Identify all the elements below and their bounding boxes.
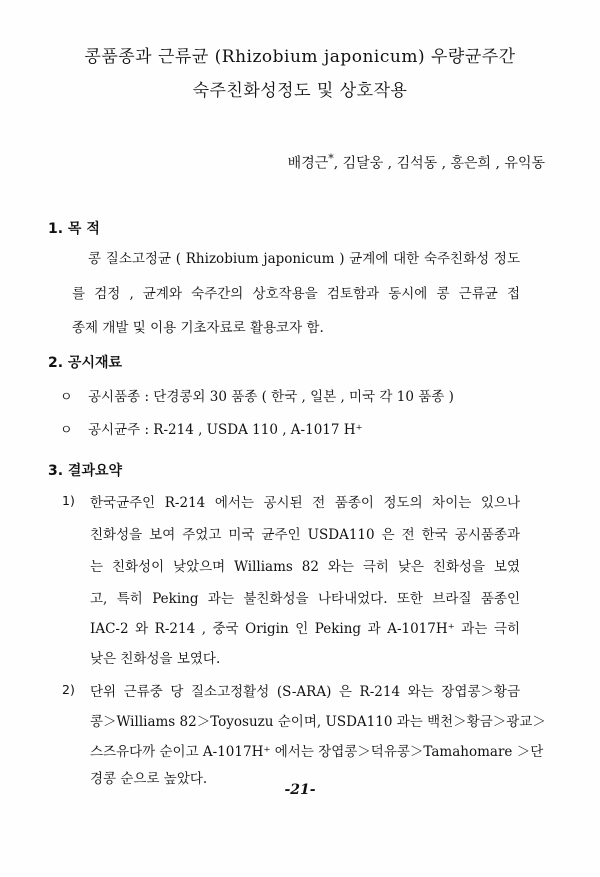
result-line: IAC-2 와 R-214 , 중국 Origin 인 Peking 과 A-1017H⁺ 과는 극히 <box>90 621 520 637</box>
result-number: 1) <box>62 493 75 508</box>
page-number: -21- <box>284 782 316 798</box>
material-item: 공시품종 : 단경콩외 30 품종 ( 한국 , 일본 , 미국 각 10 품종 ) <box>88 389 454 405</box>
section-heading-purpose: 1. 목 적 <box>48 221 100 237</box>
bullet-symbol: ㅇ <box>60 390 73 405</box>
result-line: 고, 특히 Peking 과는 불친화성을 나타내었다. 또한 브라질 품종인 <box>90 591 520 607</box>
result-number: 2) <box>62 682 75 697</box>
section-heading-results: 3. 결과요약 <box>48 463 123 479</box>
title-line-1: 콩품종과 근류균 (Rhizobium japonicum) 우량균주간 <box>84 47 516 67</box>
corresponding-mark: * <box>328 152 334 165</box>
purpose-line: 종제 개발 및 이용 기초자료로 활용코자 함. <box>72 320 324 336</box>
purpose-line: 를 검정 , 균계와 숙주간의 상호작용을 검토함과 동시에 콩 근류균 접 <box>72 286 520 302</box>
result-line: 경콩 순으로 높았다. <box>90 771 208 787</box>
result-line: 는 친화성이 낮았으며 Williams 82 와는 극히 낮은 친화성을 보였 <box>90 559 520 575</box>
result-line: 스즈유다까 순이고 A-1017H⁺ 에서는 장엽콩＞덕유콩＞Tamahomare ＞단 <box>90 744 544 760</box>
result-line: 한국균주인 R-214 에서는 공시된 전 품종이 정도의 차이는 있으나 <box>90 495 520 511</box>
title-line-2: 숙주친화성정도 및 상호작용 <box>192 81 408 101</box>
material-item: 공시균주 : R-214 , USDA 110 , A-1017 H⁺ <box>88 422 363 438</box>
result-line: 낮은 친화성을 보였다. <box>90 651 221 667</box>
author-list <box>288 152 545 173</box>
purpose-line: 콩 질소고정균 ( Rhizobium japonicum ) 균계에 대한 숙주친화성 정도 <box>88 251 520 267</box>
first-author: 배경근 <box>287 155 329 172</box>
co-authors: , 김달웅 , 김석동 , 홍은희 , 유익동 <box>333 155 545 172</box>
bullet-symbol: ㅇ <box>60 423 73 438</box>
result-line: 친화성을 보여 주었고 미국 균주인 USDA110 은 전 한국 공시품종과 <box>90 527 520 543</box>
section-heading-materials: 2. 공시재료 <box>48 355 123 371</box>
result-line: 단위 근류중 당 질소고정활성 (S-ARA) 은 R-214 와는 장엽콩＞황금 <box>90 684 520 700</box>
result-line: 콩＞Williams 82＞Toyosuzu 순이며, USDA110 과는 백천＞황금＞광교＞ <box>90 714 546 730</box>
